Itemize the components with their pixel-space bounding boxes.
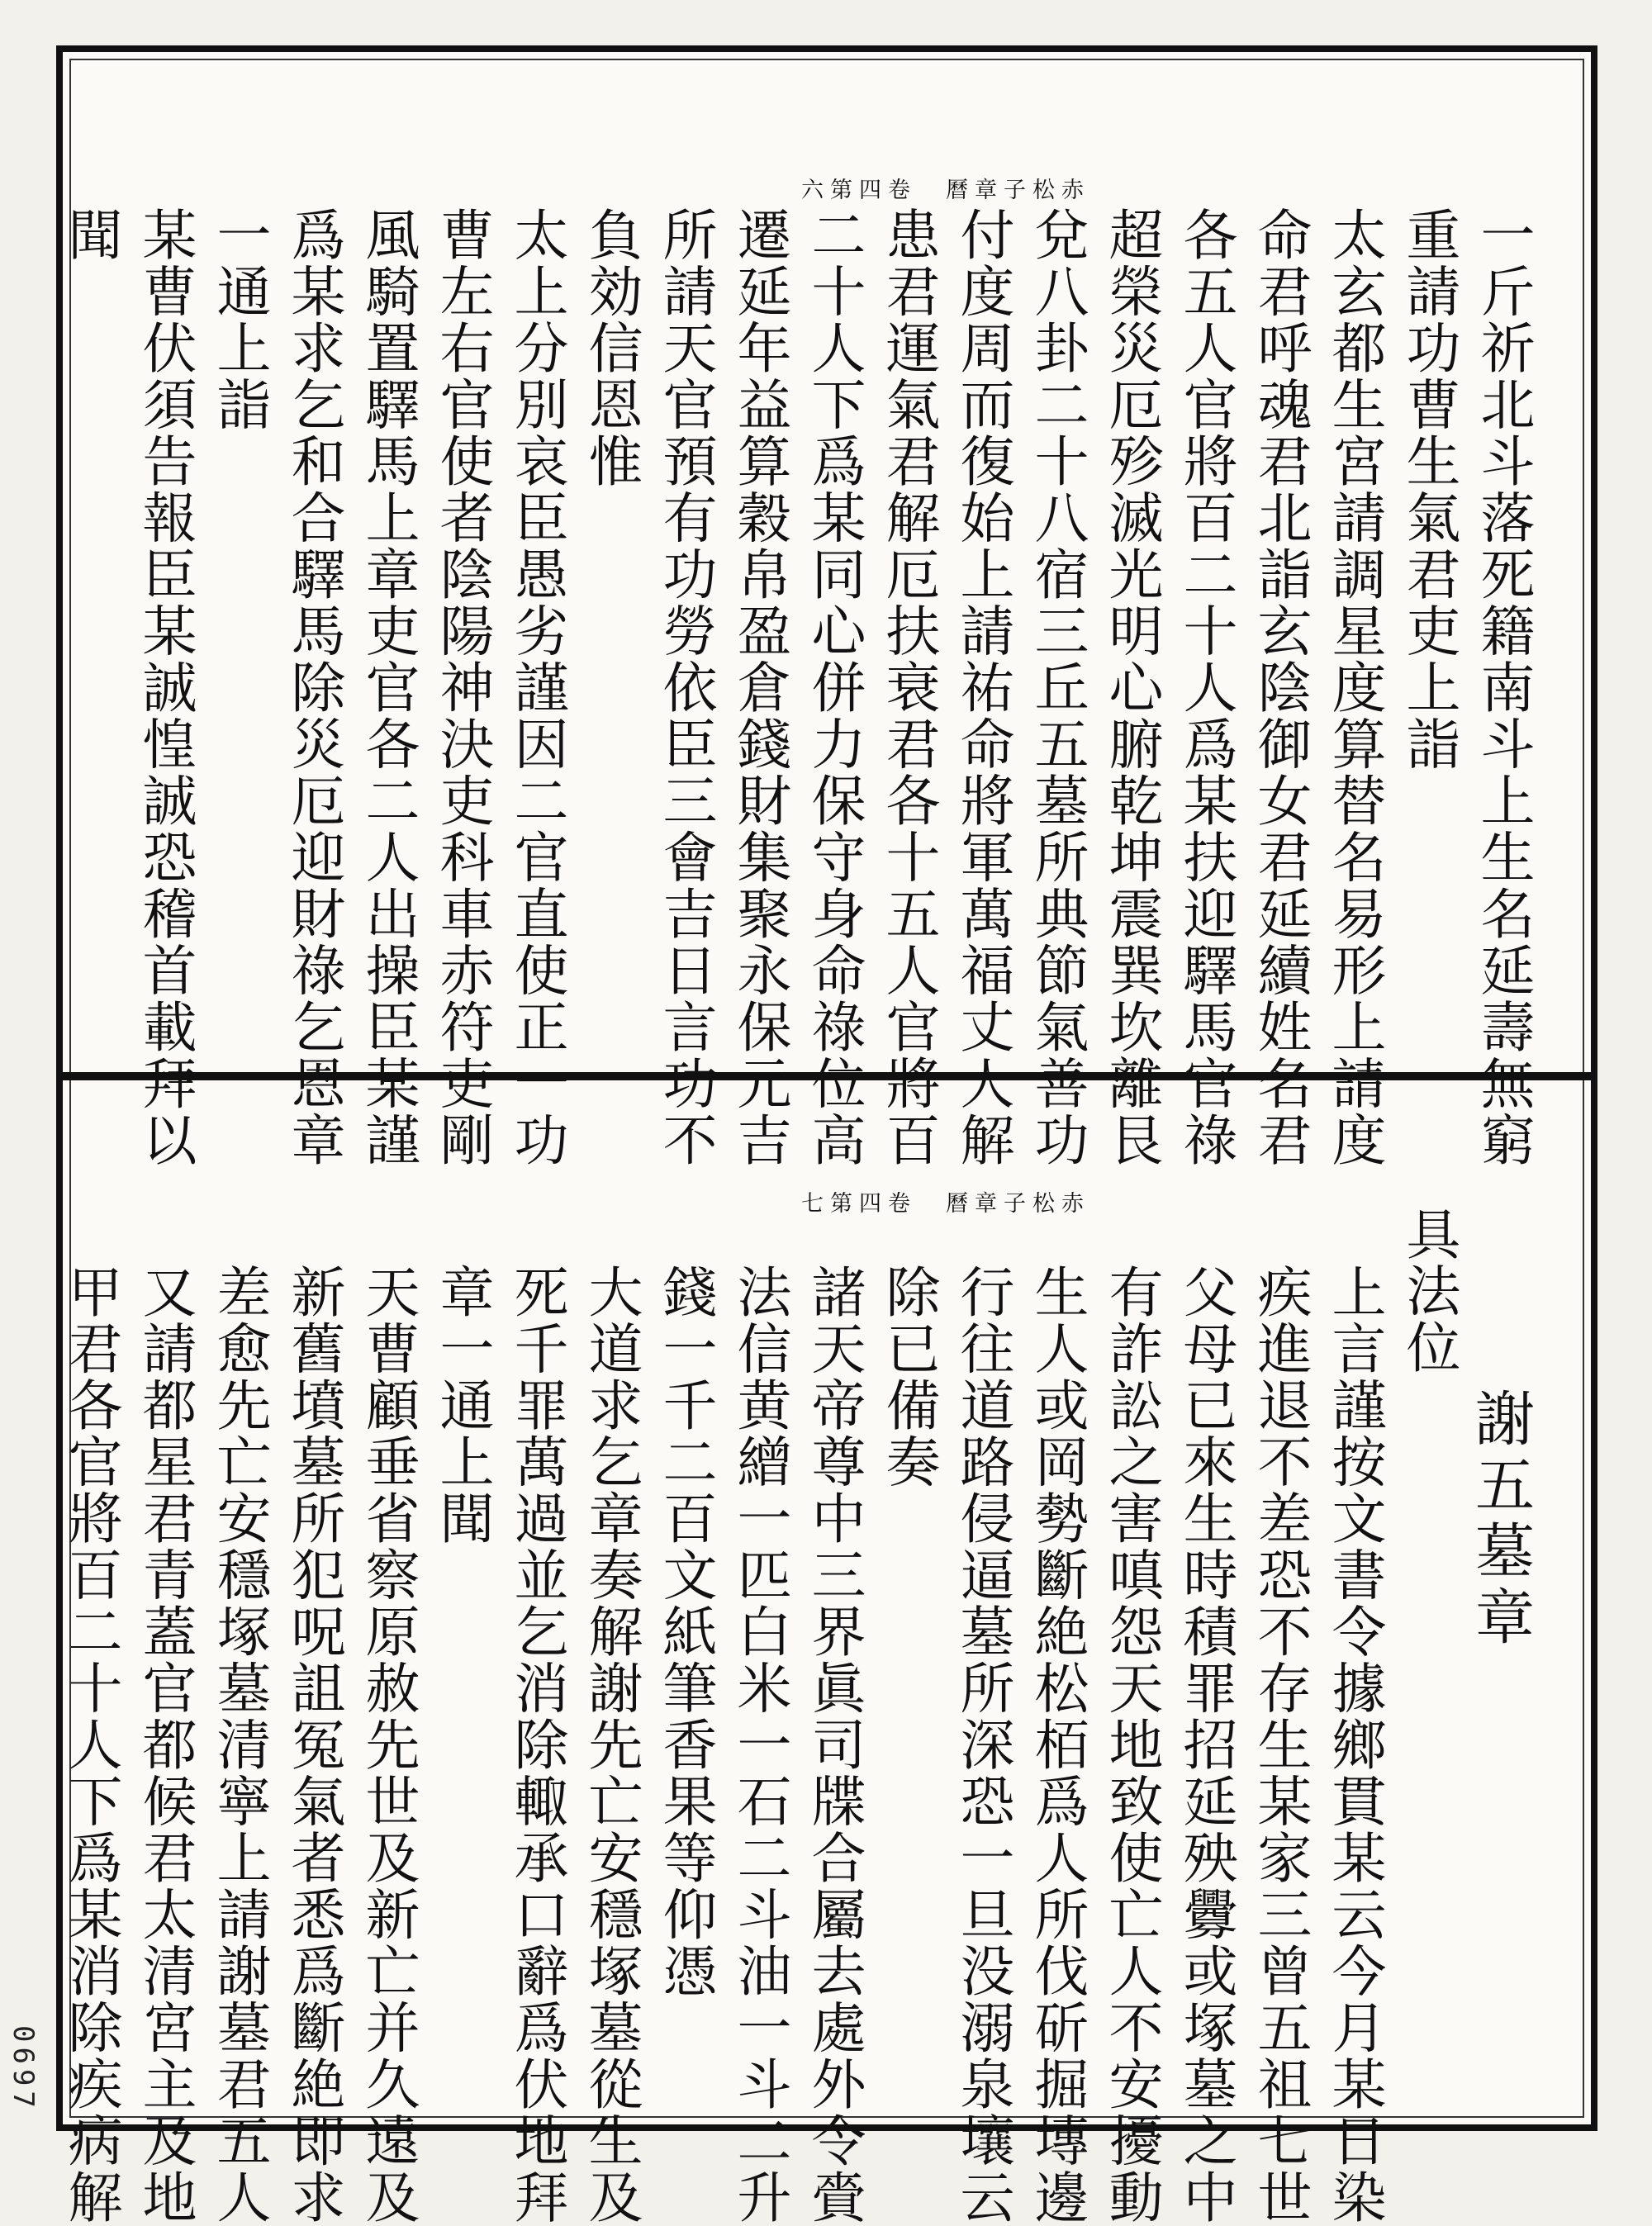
text-column: 具法位 [1397, 1206, 1460, 1376]
text-column: 一通上詣 [207, 206, 271, 433]
text-column: 一斤祈北斗落死籍南斗上生名延壽無窮 [1471, 206, 1535, 1169]
text-column: 付度周而復始上請祐命將軍萬福丈人解 [951, 206, 1014, 1169]
text-column: 聞 [59, 206, 122, 263]
text-column: 命君呼魂君北詣玄陰御女君延續姓名君 [1248, 206, 1312, 1169]
text-column: 天曹顧垂省察原赦先世及新亡并久遠及 [356, 1264, 420, 2226]
text-column: 新舊墳墓所犯呪詛冤氣者悉爲斷絶即求 [282, 1264, 345, 2226]
text-column: 風騎置驛馬上章吏官各二人出操臣某謹 [356, 206, 420, 1169]
text-column: 負効信恩惟 [579, 206, 643, 490]
text-column: 有詐訟之害嗔怨天地致使亡人不安擾動 [1099, 1264, 1163, 2226]
text-column: 大道求乞章奏解謝先亡安穩塚墓從生及 [579, 1264, 643, 2226]
text-column: 疾進退不差恐不存生某家三曾五祖七世 [1248, 1264, 1312, 2226]
text-column: 重請功曹生氣君吏上詣 [1397, 206, 1460, 772]
text-column: 行往道路侵逼墓所深恐一旦没溺泉壤云 [951, 1264, 1014, 2226]
text-column: 諸天帝尊中三界眞司牒合屬去處外令賫 [802, 1264, 866, 2226]
text-column: 爲某求乞和合驛馬除災厄迎財祿乞恩章 [282, 206, 345, 1169]
text-column: 太玄都生宮請調星度算替名易形上請度 [1322, 206, 1386, 1169]
text-column: 差愈先亡安穩塚墓清寧上請謝墓君五人 [207, 1264, 271, 2226]
bottom-page-text [59, 1206, 1545, 2226]
text-column: 所請天官預有功勞依臣三會吉日言功不 [653, 206, 717, 1169]
top-page-text [59, 206, 1545, 1169]
chapter-title: 謝五墓章 [1465, 1388, 1535, 1652]
text-column: 法信黄繒一匹白米一石二斗油一斗二升 [728, 1264, 791, 2226]
text-column: 太上分別哀臣愚劣謹因二官直使正一功 [505, 206, 568, 1169]
text-column: 上言謹按文書令據鄉貫某云今月某日染 [1322, 1264, 1386, 2226]
text-column: 章一通上聞 [430, 1264, 494, 1547]
text-column: 曹左右官使者陰陽神決吏科車赤符吏剛 [430, 206, 494, 1169]
text-column: 某曹伏須告報臣某誠惶誠恐稽首載拜以 [133, 206, 197, 1169]
text-column: 二十人下爲某同心併力保守身命祿位高 [802, 206, 866, 1169]
text-column: 除已備奏 [876, 1264, 940, 1490]
text-column: 甲君各官將百二十人下爲某消除疾病解 [59, 1264, 122, 2226]
text-column: 兌八卦二十八宿三丘五墓所典節氣善功 [1025, 206, 1089, 1169]
text-column: 死千罪萬過並乞消除輙承口辭爲伏地拜 [505, 1264, 568, 2226]
bottom-page-header: 赤松子章曆 卷四第七 [801, 1191, 1090, 1217]
text-column: 生人或岡勢斷絶松栢爲人所伐斫掘塼邊 [1025, 1264, 1089, 2226]
text-column: 遷延年益算穀帛盈倉錢財集聚永保元吉 [728, 206, 791, 1169]
text-column: 超榮災厄殄滅光明心腑乾坤震巽坎離艮 [1099, 206, 1163, 1169]
text-column: 又請都星君青蓋官都候君太清宮主及地 [133, 1264, 197, 2226]
text-column: 各五人官將百二十人爲某扶迎驛馬官祿 [1174, 206, 1237, 1169]
text-column: 父母已來生時積罪招延殃釁或塚墓之中 [1174, 1264, 1237, 2226]
top-page-header: 赤松子章曆 卷四第六 [801, 178, 1090, 203]
text-column: 患君運氣君解厄扶衰君各十五人官將百 [876, 206, 940, 1169]
page-number: 0697 [7, 2025, 40, 2113]
text-column: 錢一千二百文紙筆香果等仰憑 [653, 1264, 717, 2000]
